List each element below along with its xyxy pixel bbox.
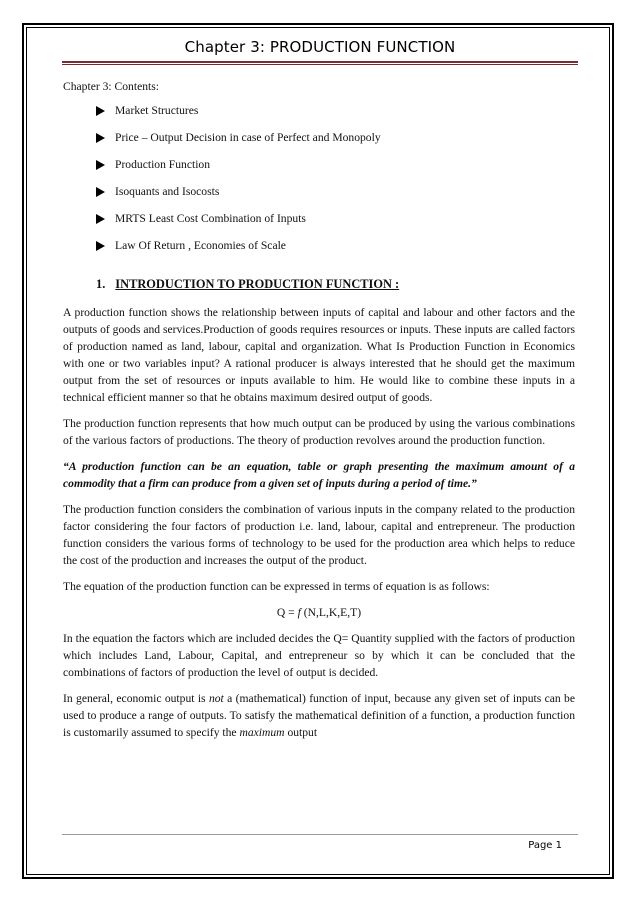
document-body <box>63 78 575 750</box>
contents-item <box>63 124 575 151</box>
equation-lhs: Q = <box>276 606 298 619</box>
body-paragraph: In the equation the factors which are included decides the Q= Quantity supplied with the factors of production which includes Land, Labour, Capital, and entrepreneur so by which it can be concluded that the combinations of factors of production the level of output is decided. <box>63 632 575 679</box>
paragraph-text: In general, economic output is <box>63 692 209 705</box>
contents-item <box>63 151 575 178</box>
paragraph-text: output <box>284 726 318 739</box>
contents-item-label: Production Function <box>115 158 211 171</box>
body-paragraph: The production function represents that how much output can be produced by using the various combinations of the various factors of productions. The theory of production revolves around the production function. <box>63 417 575 447</box>
triangle-bullet-icon <box>96 241 105 251</box>
body-paragraph: The production function considers the combination of various inputs in the company related to the production factor considering the four factors of production i.e. land, labour, capital and entrepreneur. The production function considers the various forms of technology to be used for the production area which helps to reduce the cost of the production and increases the output of the product. <box>63 503 575 567</box>
paragraph-text: a (mathematical) function of input, because any given set of inputs can be used to produce a range of outputs. To satisfy the mathematical definition of a function, a production function is customarily assumed to specify the <box>63 692 576 739</box>
page-header-title: Chapter 3: PRODUCTION FUNCTION <box>184 38 456 56</box>
triangle-bullet-icon <box>96 106 105 116</box>
footer-rule <box>62 834 578 835</box>
emphasis-text: maximum <box>239 726 285 739</box>
contents-list <box>63 97 575 259</box>
production-equation <box>63 604 575 621</box>
triangle-bullet-icon <box>96 160 105 170</box>
contents-heading: Chapter 3: Contents: <box>63 80 159 93</box>
contents-item-label: Price – Output Decision in case of Perfect and Monopoly <box>115 131 381 144</box>
page-number: Page 1 <box>528 840 562 851</box>
definition-quote: “A production function can be an equation, table or graph presenting the maximum amount of a commodity that a firm can produce from a given set of inputs during a period of time.” <box>63 460 575 490</box>
body-paragraph: The equation of the production function can be expressed in terms of equation is as follows: <box>63 580 490 593</box>
contents-item <box>63 97 575 124</box>
header-rule <box>62 61 578 65</box>
equation-function-symbol: f <box>297 606 301 619</box>
contents-item-label: MRTS Least Cost Combination of Inputs <box>115 212 306 225</box>
triangle-bullet-icon <box>96 214 105 224</box>
section-number: 1. <box>96 277 106 291</box>
emphasis-text: not <box>208 692 224 705</box>
triangle-bullet-icon <box>96 133 105 143</box>
section-heading <box>96 276 575 293</box>
body-paragraph <box>63 690 575 741</box>
contents-item <box>63 232 575 259</box>
contents-item-label: Isoquants and Isocosts <box>115 185 220 198</box>
equation-rhs: (N,L,K,E,T) <box>300 606 362 619</box>
contents-item-label: Law Of Return , Economies of Scale <box>115 239 286 252</box>
contents-item <box>63 178 575 205</box>
triangle-bullet-icon <box>96 187 105 197</box>
section-title: INTRODUCTION TO PRODUCTION FUNCTION : <box>115 277 400 291</box>
body-paragraph: A production function shows the relationship between inputs of capital and labour and other factors and the outputs of goods and services.Production of goods requires resources or inputs. These inputs are called factors of production named as land, labour, capital and organization. What Is Production Function in Economics with one or two variables input? A rational producer is always interested that he should get the maximum output from the set of resources or inputs available to him. He would like to combine these inputs in a technical efficient manner so that he obtains maximum desired output of goods. <box>63 306 575 404</box>
contents-item-label: Market Structures <box>115 104 199 117</box>
contents-item <box>63 205 575 232</box>
